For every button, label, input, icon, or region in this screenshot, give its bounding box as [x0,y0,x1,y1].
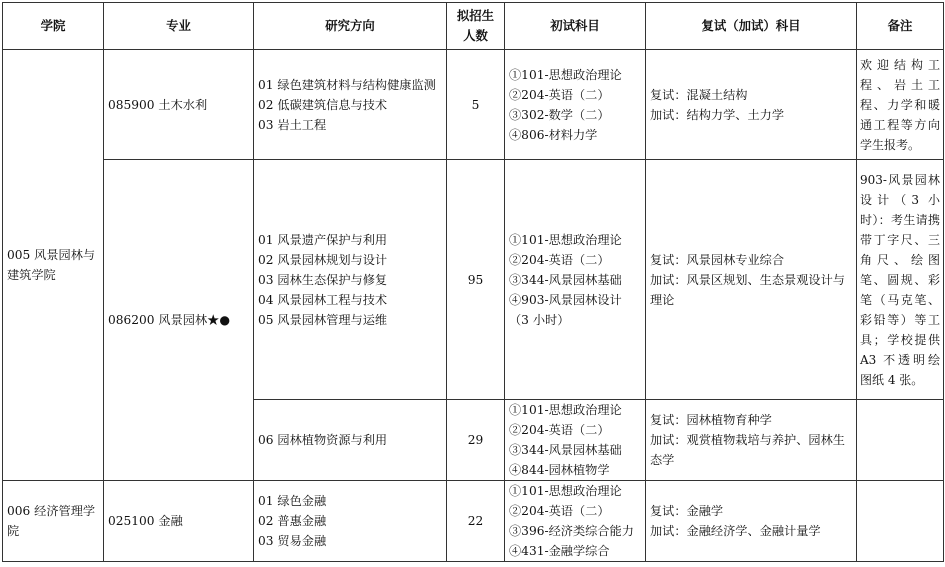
exam-cell [505,160,646,400]
direction-item: 01 风景遗产保护与利用 [258,232,388,247]
retest-item: 加试：观赏植物栽培与养护、园林生态学 [650,433,845,467]
exam-item: （3 小时） [509,312,570,327]
retest-cell [646,400,857,481]
header-direction: 研究方向 [254,3,447,50]
retest-item: 复试：混凝土结构 [650,87,748,102]
major-cell: 085900 土木水利 [104,50,254,160]
header-initial-exam: 初试科目 [505,3,646,50]
direction-cell [254,50,447,160]
direction-cell [254,481,447,562]
direction-item: 02 低碳建筑信息与技术 [258,97,388,112]
table-row [3,50,944,160]
exam-item: ④903-风景园林设计 [509,292,622,307]
direction-item: 03 贸易金融 [258,534,327,548]
exam-item: ③344-风景园林基础 [509,443,622,457]
exam-item: ④806-材料力学 [509,127,598,142]
header-college: 学院 [3,3,104,50]
quota-cell: 22 [447,481,505,562]
exam-item: ③302-数学（二） [509,107,610,122]
major-cell: 086200 风景园林★● [104,160,254,481]
retest-item: 复试：园林植物育种学 [650,413,772,427]
header-quota: 拟招生人数 [447,3,505,50]
retest-item: 复试：风景园林专业综合 [650,252,785,267]
college-cell: 005 风景园林与建筑学院 [3,50,104,481]
admissions-table [2,2,944,562]
direction-item: 02 风景园林规划与设计 [258,252,388,267]
table-header-row [3,3,944,50]
table-row [3,160,944,400]
note-cell [857,400,944,481]
header-note: 备注 [857,3,944,50]
exam-item: ①101-思想政治理论 [509,232,622,247]
exam-cell [505,481,646,562]
major-cell: 025100 金融 [104,481,254,562]
direction-item: 04 风景园林工程与技术 [258,292,388,307]
quota-cell: 95 [447,160,505,400]
exam-item: ④431-金融学综合 [509,544,610,558]
header-retest: 复试（加试）科目 [646,3,857,50]
exam-item: ②204-英语（二） [509,87,610,102]
quota-cell: 5 [447,50,505,160]
retest-item: 加试：金融经济学、金融计量学 [650,524,821,538]
exam-item: ④844-园林植物学 [509,463,610,477]
retest-cell [646,50,857,160]
direction-item: 01 绿色金融 [258,494,327,508]
retest-item: 加试：结构力学、土力学 [650,107,785,122]
exam-item: ①101-思想政治理论 [509,484,622,498]
exam-item: ①101-思想政治理论 [509,67,622,82]
direction-item: 05 风景园林管理与运维 [258,312,388,327]
exam-cell [505,400,646,481]
direction-cell [254,160,447,400]
note-cell: 欢迎结构工程、岩土工程、力学和暖通工程等方向学生报考。 [857,50,944,160]
direction-item: 02 普惠金融 [258,514,327,528]
exam-item: ②204-英语（二） [509,423,610,437]
direction-item: 01 绿色建筑材料与结构健康监测 [258,77,436,92]
header-major: 专业 [104,3,254,50]
exam-item: ③396-经济类综合能力 [509,524,634,538]
retest-item: 复试：金融学 [650,504,724,518]
note-cell: 903-风景园林设计（3 小时）：考生请携带丁字尺、三角尺、绘图笔、圆规、彩笔（马克笔、彩铅等）等工具；学校提供 A3 不透明绘图纸 4 张。 [857,160,944,400]
note-cell [857,481,944,562]
direction-item: 03 岩土工程 [258,117,327,132]
exam-item: ①101-思想政治理论 [509,403,622,417]
exam-item: ②204-英语（二） [509,252,610,267]
exam-item: ②204-英语（二） [509,504,610,518]
exam-item: ③344-风景园林基础 [509,272,622,287]
quota-cell: 29 [447,400,505,481]
direction-cell [254,400,447,481]
table-row [3,481,944,562]
exam-cell [505,50,646,160]
college-cell: 006 经济管理学院 [3,481,104,562]
retest-cell [646,481,857,562]
retest-item: 加试：风景区规划、生态景观设计与理论 [650,272,845,307]
retest-cell [646,160,857,400]
direction-item: 03 园林生态保护与修复 [258,272,388,287]
direction-item: 06 园林植物资源与利用 [258,433,388,447]
